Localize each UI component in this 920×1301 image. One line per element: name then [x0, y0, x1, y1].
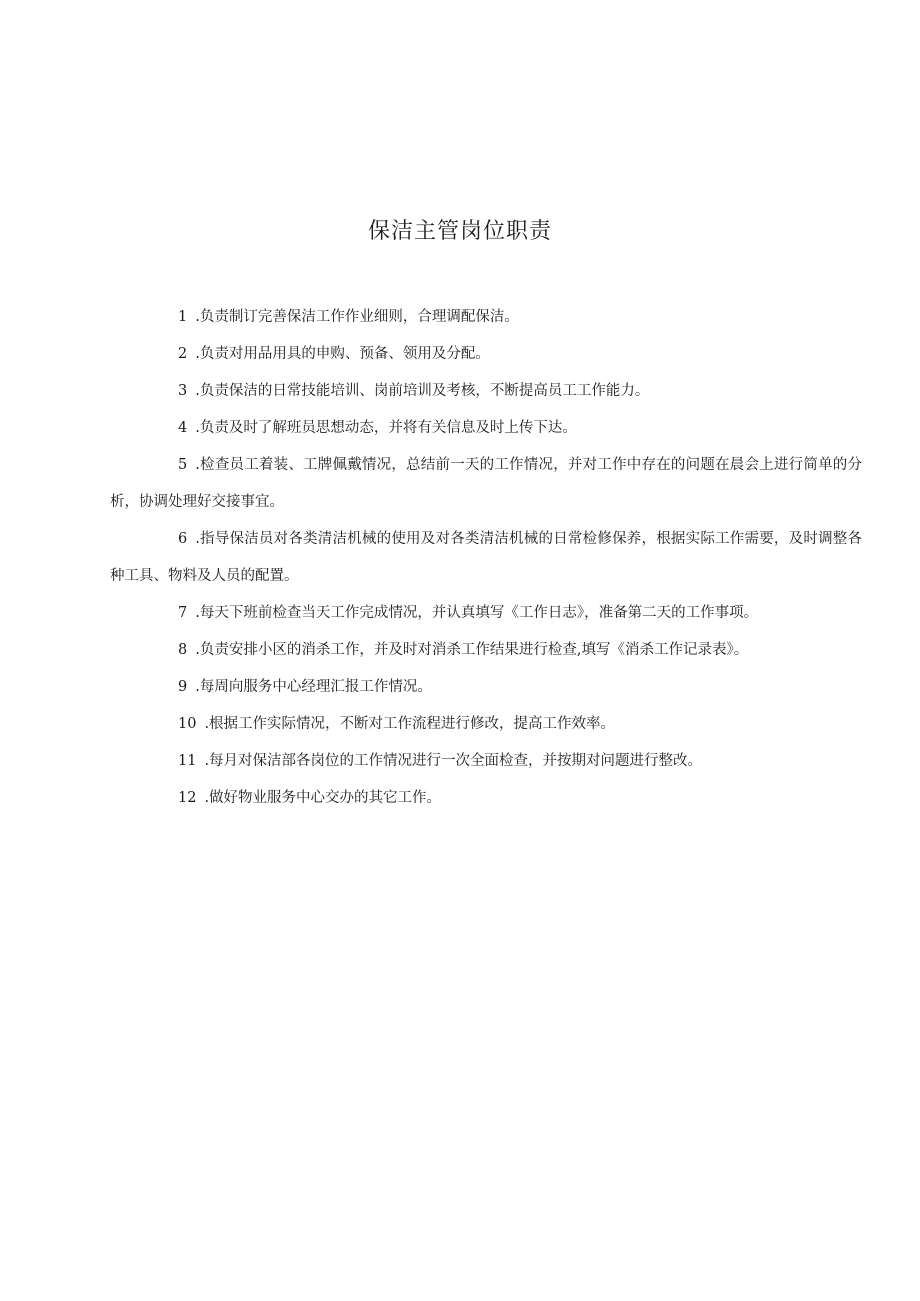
item-number: 8 — [178, 642, 188, 658]
item-text: .做好物业服务中心交办的其它工作。 — [204, 790, 442, 806]
list-item — [110, 447, 862, 521]
item-text: .负责安排小区的消杀工作，并及时对消杀工作结果进行检查,填写《消杀工作记录表》。 — [195, 642, 749, 658]
item-number: 3 — [178, 383, 188, 399]
item-number: 4 — [178, 420, 188, 436]
item-number: 7 — [178, 605, 188, 621]
item-number: 1 — [178, 309, 188, 325]
item-number: 6 — [178, 531, 188, 547]
item-text: .指导保洁员对各类清洁机械的使用及对各类清洁机械的日常检修保养，根据实际工作需要，及时调整各种工具、物料及人员的配置。 — [110, 531, 862, 584]
item-number: 11 — [178, 753, 197, 769]
list-item — [110, 706, 862, 743]
item-number: 10 — [178, 716, 197, 732]
item-number: 2 — [178, 346, 188, 362]
item-text: .每月对保洁部各岗位的工作情况进行一次全面检查，并按期对问题进行整改。 — [204, 753, 703, 769]
list-item — [110, 632, 862, 669]
item-text: .负责及时了解班员思想动态，并将有关信息及时上传下达。 — [195, 420, 577, 436]
list-item — [110, 669, 862, 706]
item-text: .每周向服务中心经理汇报工作情况。 — [195, 679, 432, 695]
item-text: .检查员工着装、工牌佩戴情况，总结前一天的工作情况，并对工作中存在的问题在晨会上进行简单的分析，协调处理好交接事宜。 — [110, 457, 862, 510]
list-item — [110, 521, 862, 595]
list-item — [110, 373, 862, 410]
page-title: 保洁主管岗位职责 — [367, 219, 552, 244]
item-number: 12 — [178, 790, 197, 806]
list-item — [110, 336, 862, 373]
list-item — [110, 299, 862, 336]
list-item — [110, 743, 862, 780]
item-number: 9 — [178, 679, 188, 695]
duty-list — [110, 299, 862, 817]
list-item — [110, 410, 862, 447]
item-text: .负责制订完善保洁工作作业细则，合理调配保洁。 — [195, 309, 519, 325]
list-item — [110, 595, 862, 632]
item-text: .负责保洁的日常技能培训、岗前培训及考核，不断提高员工工作能力。 — [195, 383, 650, 399]
item-number: 5 — [178, 457, 188, 473]
item-text: .每天下班前检查当天工作完成情况，并认真填写《工作日志》，准备第二天的工作事项。 — [195, 605, 759, 621]
item-text: .根据工作实际情况，不断对工作流程进行修改，提高工作效率。 — [204, 716, 616, 732]
item-text: .负责对用品用具的申购、预备、领用及分配。 — [195, 346, 490, 362]
list-item — [110, 780, 862, 817]
